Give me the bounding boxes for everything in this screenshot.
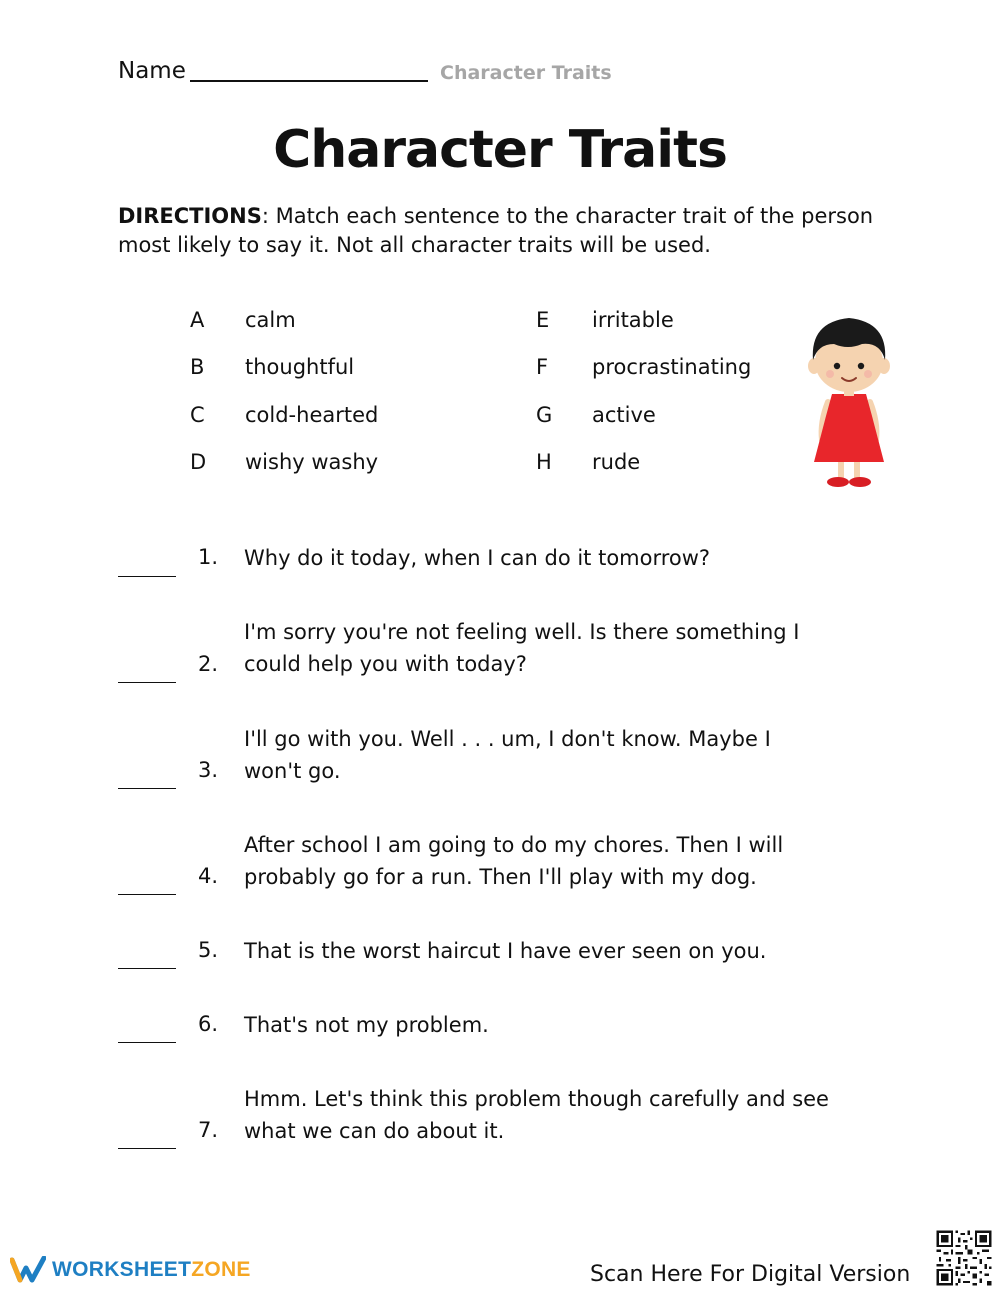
answer-blank[interactable] (118, 1042, 176, 1043)
question-line: Hmm. Let's think this problem though carefully and see (244, 1087, 829, 1111)
question-number: 3. (197, 758, 218, 782)
brand-name (52, 1258, 251, 1282)
question-number: 2. (197, 652, 218, 676)
option-word: thoughtful (245, 355, 355, 379)
worksheet-zone-logo-icon (10, 1256, 46, 1284)
question-line: could help you with today? (244, 652, 527, 676)
brand-part1: WORKSHEET (52, 1258, 192, 1281)
name-field[interactable] (190, 80, 428, 82)
answer-blank[interactable] (118, 576, 176, 577)
qr-code[interactable] (934, 1228, 994, 1288)
option-word: active (592, 403, 656, 427)
question-number: 7. (197, 1118, 218, 1142)
name-label: Name (118, 58, 186, 84)
question-line: That's not my problem. (244, 1013, 489, 1037)
option-letter: E (536, 308, 550, 332)
question-line: That is the worst haircut I have ever seen on you. (244, 939, 767, 963)
question-line: I'm sorry you're not feeling well. Is there something I (244, 620, 800, 644)
directions-text: : Match each sentence to the character trait of the person most likely to say it. Not all character traits will be used. (118, 204, 874, 257)
answer-blank[interactable] (118, 788, 176, 789)
answer-blank[interactable] (118, 682, 176, 683)
option-word: wishy washy (245, 450, 379, 474)
option-letter: C (190, 403, 205, 427)
header-subject: Character Traits (440, 62, 612, 84)
option-letter: F (536, 355, 549, 379)
option-letter: G (536, 403, 553, 427)
question-text (244, 723, 884, 787)
question-text (244, 1009, 884, 1041)
option-letter: D (190, 450, 207, 474)
question-text (244, 542, 884, 574)
question-line: won't go. (244, 759, 341, 783)
question-number: 5. (197, 938, 218, 962)
question-line: Why do it today, when I can do it tomorrow? (244, 546, 711, 570)
scan-text: Scan Here For Digital Version (590, 1262, 911, 1287)
question-number: 1. (197, 545, 218, 569)
girl-illustration (800, 312, 900, 492)
directions (118, 202, 878, 260)
question-line: probably go for a run. Then I'll play with my dog. (244, 865, 757, 889)
option-word: irritable (592, 308, 674, 332)
answer-blank[interactable] (118, 894, 176, 895)
question-number: 6. (197, 1012, 218, 1036)
answer-blank[interactable] (118, 968, 176, 969)
question-text (244, 829, 884, 893)
page-title: Character Traits (273, 120, 727, 180)
option-word: procrastinating (592, 355, 752, 379)
answer-blank[interactable] (118, 1148, 176, 1149)
question-text (244, 1083, 884, 1147)
option-word: rude (592, 450, 641, 474)
option-letter: H (536, 450, 552, 474)
worksheet-zone-logo[interactable] (10, 1256, 251, 1284)
option-letter: B (190, 355, 205, 379)
question-number: 4. (197, 864, 218, 888)
question-line: After school I am going to do my chores. Then I will (244, 833, 784, 857)
option-word: cold-hearted (245, 403, 379, 427)
directions-label: DIRECTIONS (118, 204, 262, 228)
question-text (244, 616, 884, 680)
brand-part2: ZONE (191, 1258, 251, 1281)
question-line: what we can do about it. (244, 1119, 505, 1143)
question-text (244, 935, 884, 967)
option-word: calm (245, 308, 296, 332)
option-letter: A (190, 308, 205, 332)
question-line: I'll go with you. Well . . . um, I don't know. Maybe I (244, 727, 771, 751)
